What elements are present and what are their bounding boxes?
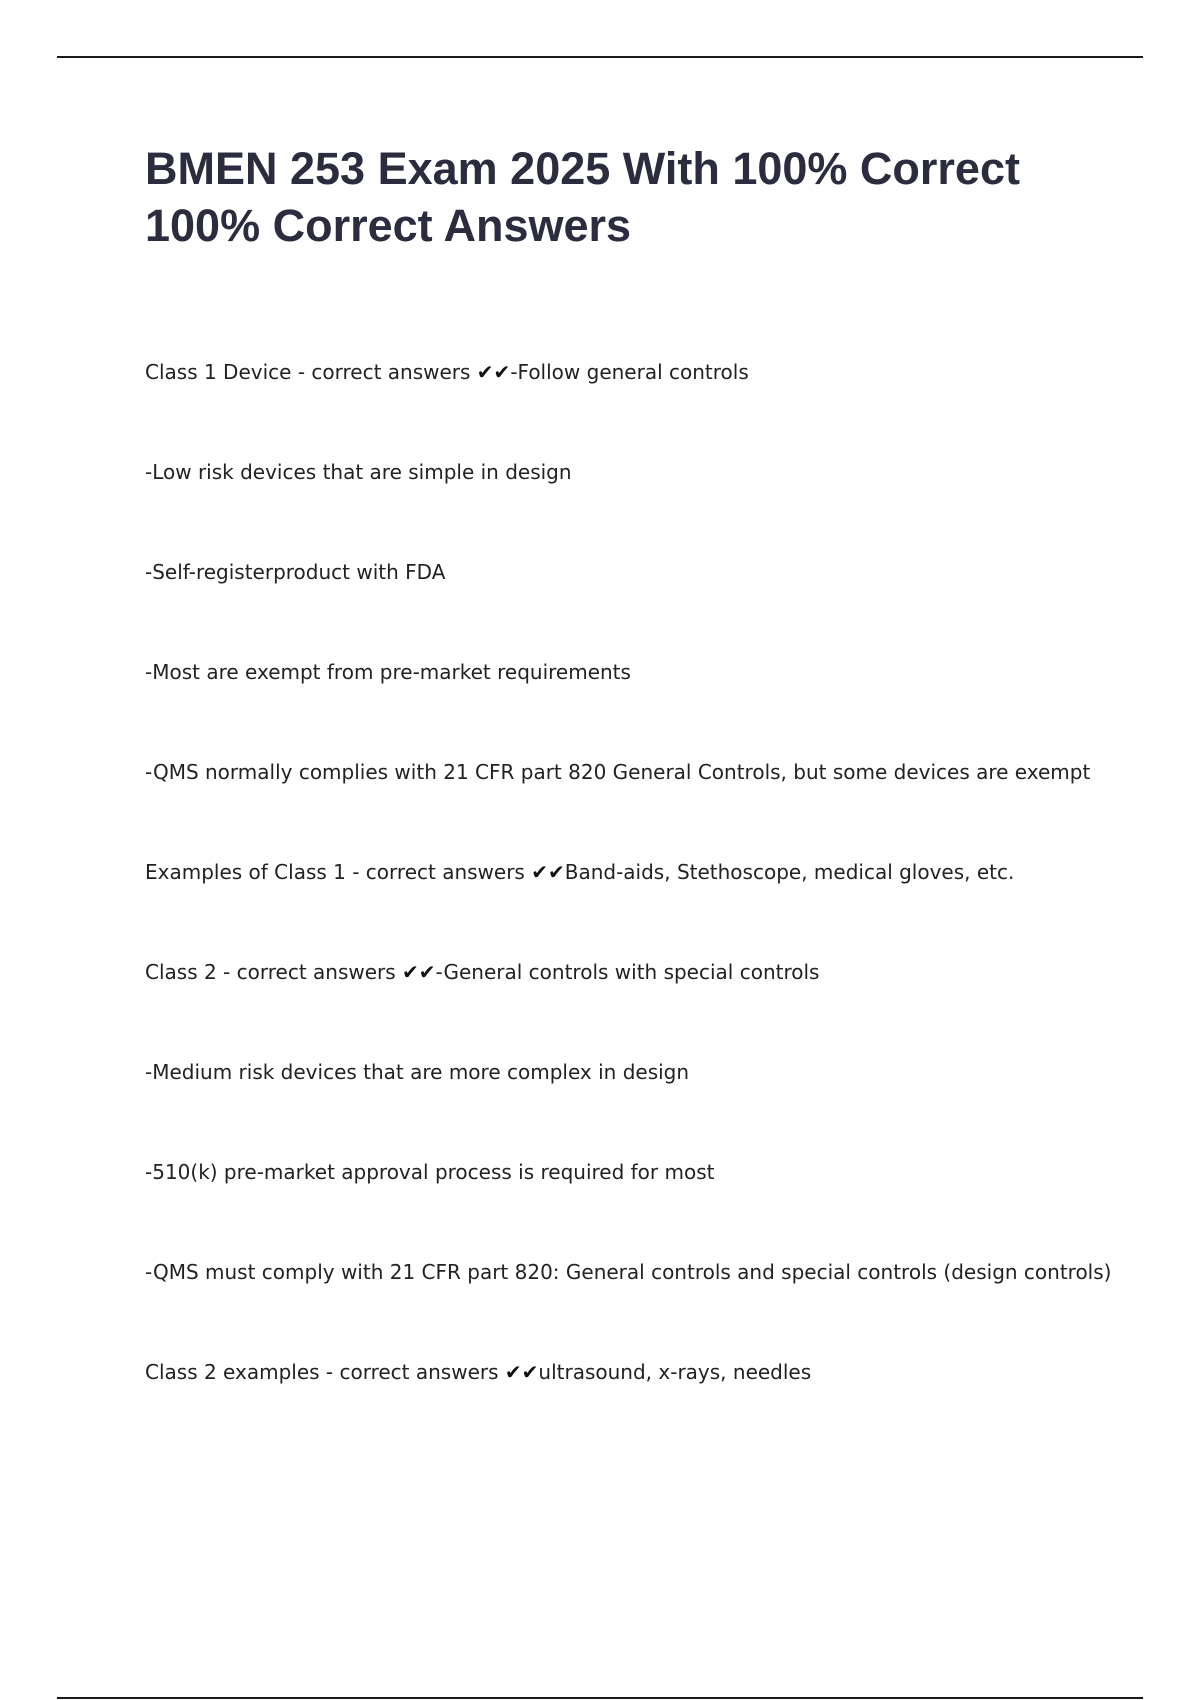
answer-text: -General controls with special controls [435, 960, 820, 984]
checkmark-icon: ✔✔ [402, 960, 436, 984]
footer-rule [57, 1697, 1143, 1699]
document-body [145, 354, 1145, 1454]
text-line [145, 1054, 1145, 1154]
question-label: Class 2 - correct answers [145, 960, 403, 984]
answer-text: -Most are exempt from pre-market requirements [145, 660, 631, 684]
answer-text: ultrasound, x-rays, needles [538, 1360, 812, 1384]
text-line [145, 1154, 1145, 1254]
answer-text: -Low risk devices that are simple in design [145, 460, 572, 484]
document-title: BMEN 253 Exam 2025 With 100% Correct 100% Correct Answers [145, 143, 1020, 251]
answer-text: -Self-registerproduct with FDA [145, 560, 446, 584]
checkmark-icon: ✔✔ [531, 860, 565, 884]
answer-text: -QMS must comply with 21 CFR part 820: General controls and special controls (design controls) [145, 1260, 1112, 1284]
checkmark-icon: ✔✔ [504, 1360, 539, 1384]
text-line [145, 1254, 1145, 1354]
text-line [145, 854, 1145, 954]
answer-text: -Medium risk devices that are more complex in design [145, 1060, 690, 1084]
answer-text: Band-aids, Stethoscope, medical gloves, etc. [564, 860, 1015, 884]
text-line [145, 354, 1145, 454]
answer-text: -510(k) pre-market approval process is required for most [145, 1160, 715, 1184]
text-line [145, 754, 1145, 854]
header-rule [57, 56, 1143, 58]
answer-text: -QMS normally complies with 21 CFR part 820 General Controls, but some devices are exempt [145, 760, 1091, 784]
checkmark-icon: ✔✔ [476, 360, 511, 384]
question-label: Class 1 Device - correct answers [145, 360, 477, 384]
text-line [145, 654, 1145, 754]
text-line [145, 954, 1145, 1054]
text-line [145, 454, 1145, 554]
question-label: Class 2 examples - correct answers [145, 1360, 505, 1384]
text-line [145, 1354, 1145, 1454]
text-line [145, 554, 1145, 654]
answer-text: -Follow general controls [510, 360, 749, 384]
question-label: Examples of Class 1 - correct answers [145, 860, 532, 884]
